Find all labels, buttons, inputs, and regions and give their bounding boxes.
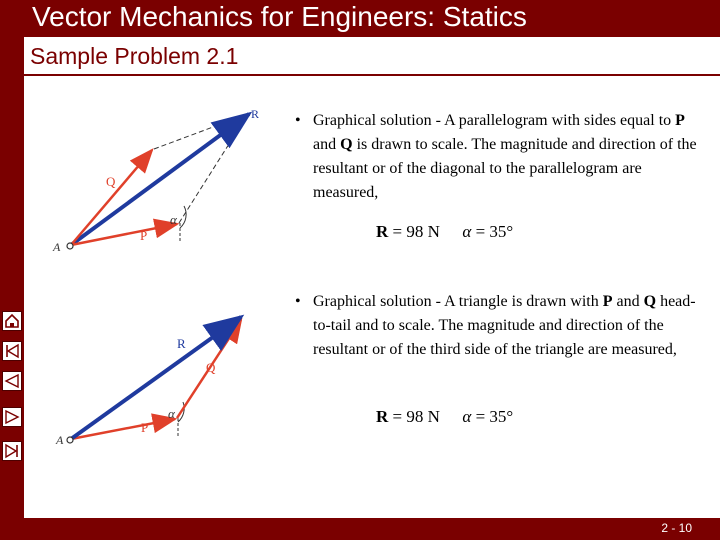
previous-slide-button[interactable] <box>2 371 22 391</box>
angle-arc <box>180 206 186 228</box>
formula-R-value: = 98 N <box>392 407 440 426</box>
subtitle-bar <box>24 37 720 76</box>
label-P: P <box>140 228 148 243</box>
last-slide-button[interactable] <box>2 441 22 461</box>
title-bar <box>0 0 720 37</box>
bullet-text <box>313 109 703 205</box>
formula-alpha-value: = 35° <box>475 222 514 241</box>
point-A <box>67 243 73 249</box>
bullet-marker: • <box>295 112 301 129</box>
triangle-diagram <box>44 306 284 451</box>
label-alpha: α <box>168 406 175 421</box>
bullet-marker: • <box>295 293 301 310</box>
slide-subtitle: Sample Problem 2.1 <box>30 43 239 69</box>
parallelogram-diagram <box>44 96 284 261</box>
label-alpha: α <box>170 212 177 227</box>
first-slide-button[interactable] <box>2 341 22 361</box>
dashed-side-top <box>154 114 248 149</box>
next-slide-button[interactable] <box>2 407 22 427</box>
course-title: Vector Mechanics for Engineers: Statics <box>32 1 527 32</box>
home-icon <box>3 312 21 330</box>
text-part: head-to-tail and to scale. The magnitude and direction of the resultant or of the third side of the triangle are measured, <box>313 293 696 358</box>
text-part: and <box>612 293 644 310</box>
vector-R <box>71 317 241 439</box>
page-number: 2 - 10 <box>661 521 692 535</box>
formula-R-symbol: R <box>376 222 389 241</box>
label-R: R <box>177 336 186 351</box>
formula-alpha-value: = 35° <box>475 407 514 426</box>
last-slide-icon <box>3 442 21 460</box>
label-Q: Q <box>106 174 116 189</box>
text-part: and <box>313 136 341 153</box>
result-formula-1 <box>376 222 513 242</box>
label-R: R <box>251 107 260 121</box>
label-A: A <box>56 433 64 447</box>
left-navigation-rail <box>0 37 24 540</box>
vector-name-P: P <box>675 112 685 129</box>
first-slide-icon <box>3 342 21 360</box>
formula-alpha-symbol: α <box>462 407 472 426</box>
label-P: P <box>141 420 149 435</box>
label-A: A <box>53 240 61 254</box>
vector-R <box>71 114 249 245</box>
text-part: Graphical solution - A parallelogram with sides equal to <box>313 112 676 129</box>
footer-bar <box>24 518 720 540</box>
vector-name-P: P <box>602 293 613 310</box>
vector-name-Q: Q <box>340 136 353 153</box>
result-formula-2 <box>376 407 513 427</box>
text-part: Graphical solution - A triangle is drawn with <box>313 293 603 310</box>
text-part: is drawn to scale. The magnitude and direction of the resultant or of the diagonal to the parallelogram are measured, <box>313 136 697 201</box>
home-button[interactable] <box>2 311 22 331</box>
formula-R-symbol: R <box>376 407 389 426</box>
formula-alpha-symbol: α <box>462 222 472 241</box>
next-slide-icon <box>3 408 21 426</box>
previous-slide-icon <box>3 372 21 390</box>
dashed-side-right <box>179 114 248 223</box>
bullet-text <box>313 290 703 362</box>
point-A <box>67 437 73 443</box>
label-Q: Q <box>206 360 216 375</box>
vector-name-Q: Q <box>643 293 657 310</box>
formula-R-value: = 98 N <box>392 222 440 241</box>
